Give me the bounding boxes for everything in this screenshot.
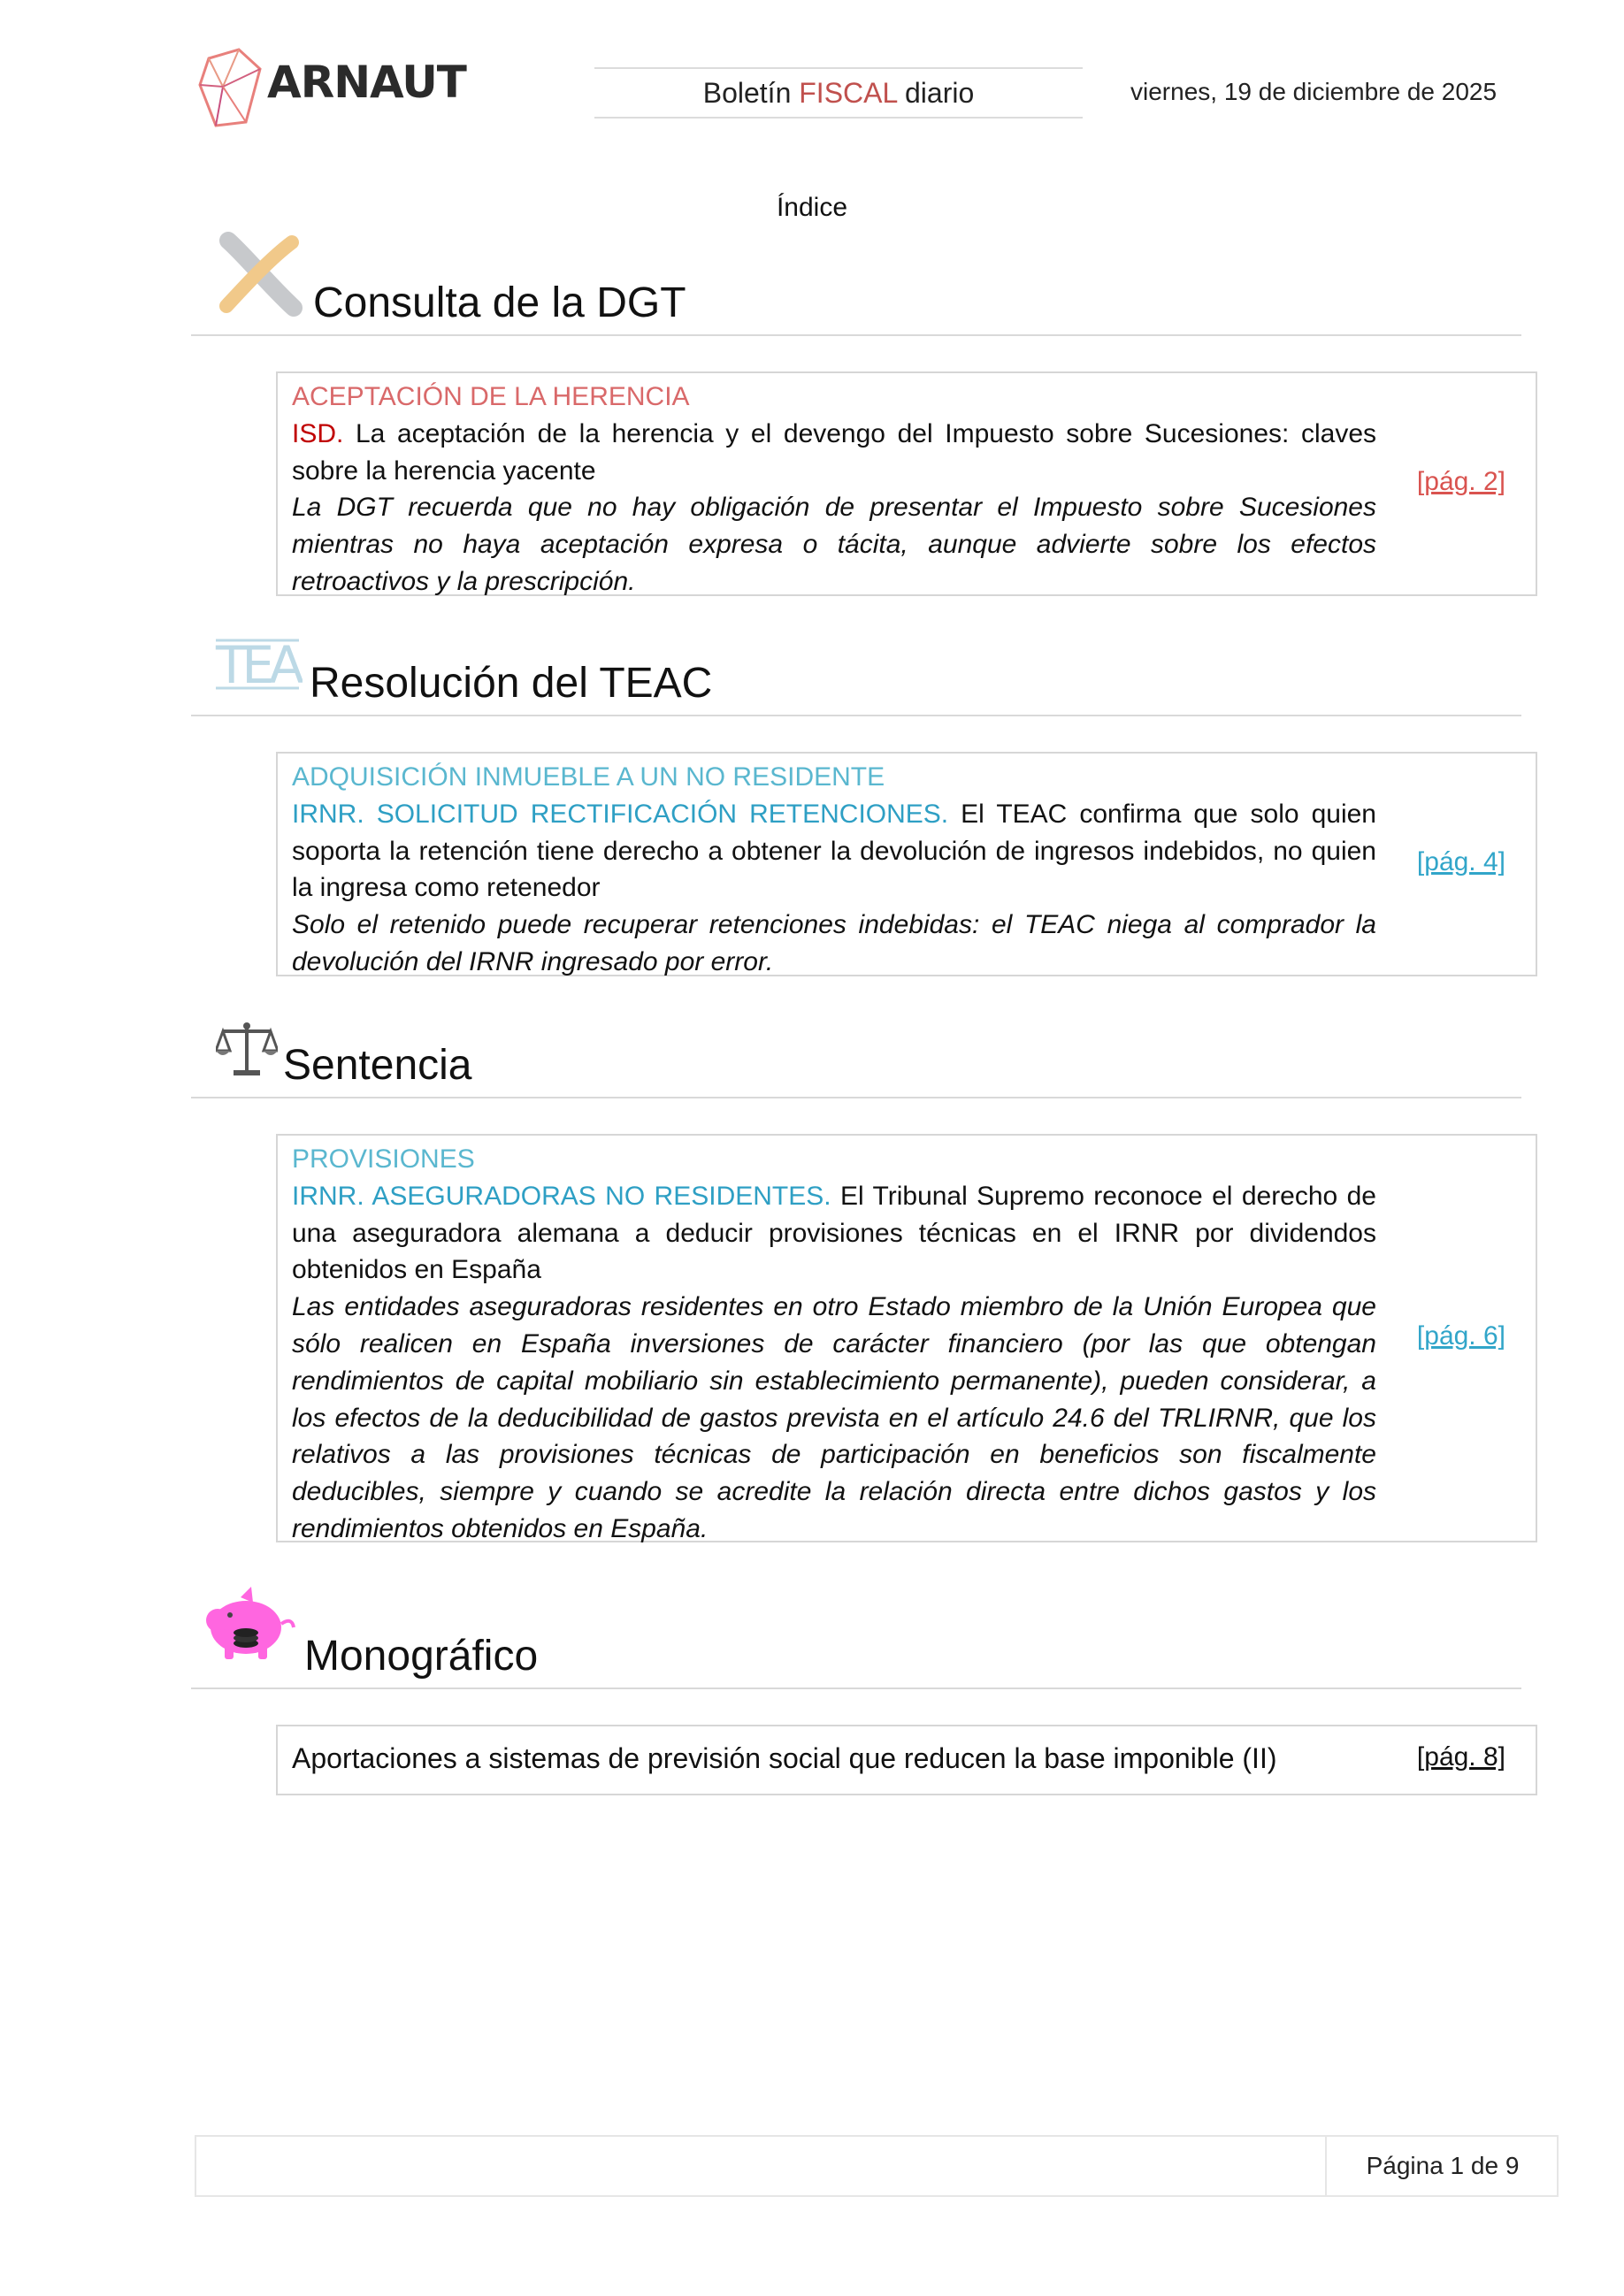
arnaut-logo xyxy=(196,44,466,133)
section-title-dgt: Consulta de la DGT xyxy=(313,279,686,326)
page-link-teac[interactable]: [pág. 4] xyxy=(1416,847,1505,876)
entry-headline-text: El TEAC confirma que solo quien soporta la retención tiene derecho a obtener la devolución de ingresos indebidos, no quien la ingresa como retenedor xyxy=(292,799,1376,903)
section-title-monografico: Monográfico xyxy=(304,1633,539,1680)
entry-category: ACEPTACIÓN DE LA HERENCIA xyxy=(292,382,690,411)
entry-summary: La DGT recuerda que no hay obligación de presentar el Impuesto sobre Sucesiones mientras no haya aceptación expresa o tácita, aunque advierte sobre los efectos retroactivos y la prescripción. xyxy=(292,493,1376,596)
entry-headline-label: ISD. xyxy=(292,418,344,448)
monografico-title: Aportaciones a sistemas de previsión social que reducen la base imponible (II) xyxy=(292,1742,1277,1774)
publication-date: viernes, 19 de diciembre de 2025 xyxy=(1130,78,1498,105)
entry-headline xyxy=(292,1182,1376,1285)
entry-teac xyxy=(276,752,1537,976)
page-link-sentencia[interactable]: [pág. 6] xyxy=(1416,1321,1505,1351)
section-dgt-heading xyxy=(191,228,1521,336)
entry-sentencia-body xyxy=(292,1141,1376,1548)
entry-dgt-body xyxy=(292,379,1376,601)
entry-category: PROVISIONES xyxy=(292,1144,475,1174)
entry-headline-label: IRNR. ASEGURADORAS NO RESIDENTES. xyxy=(292,1181,831,1211)
page-link-monografico[interactable]: [pág. 8] xyxy=(1416,1742,1505,1772)
section-title-sentencia: Sentencia xyxy=(283,1042,472,1089)
bulletin-suffix: diario xyxy=(897,77,975,109)
scales-of-justice-icon xyxy=(216,1019,278,1081)
teac-logo-icon xyxy=(214,633,303,695)
entry-headline-label: IRNR. SOLICITUD RECTIFICACIÓN RETENCIONES. xyxy=(292,799,949,829)
brand-name: ARNAUT xyxy=(267,57,466,108)
section-title-teac: Resolución del TEAC xyxy=(310,660,713,707)
bulletin-accent: FISCAL xyxy=(799,77,898,109)
piggy-bank-icon xyxy=(195,1585,301,1673)
svg-text:TEA: TEA xyxy=(216,635,299,695)
section-sentencia-heading xyxy=(191,991,1521,1098)
entry-sentencia xyxy=(276,1134,1537,1542)
entry-category: ADQUISICIÓN INMUEBLE A UN NO RESIDENTE xyxy=(292,762,885,792)
section-teac-heading xyxy=(191,608,1521,716)
bulletin-prefix: Boletín xyxy=(702,77,800,109)
agencia-tributaria-logo-icon xyxy=(212,232,310,320)
page-link-dgt[interactable]: [pág. 2] xyxy=(1416,467,1505,496)
entry-headline-text: El Tribunal Supremo reconoce el derecho de una aseguradora alemana a deducir provisiones técnicas en el IRNR por dividendos obtenidos en España xyxy=(292,1181,1376,1285)
entry-headline xyxy=(292,800,1376,903)
page-number: Página 1 de 9 xyxy=(1366,2152,1520,2179)
arnaut-gem-icon xyxy=(196,44,267,133)
entry-summary: Solo el retenido puede recuperar retenciones indebidas: el TEAC niega al comprador la devolución del IRNR ingresado por error. xyxy=(292,910,1376,976)
bulletin-title xyxy=(594,67,1083,119)
entry-headline xyxy=(292,419,1376,486)
page-footer xyxy=(195,2135,1559,2197)
index-title: Índice xyxy=(776,193,848,222)
section-monografico-heading xyxy=(191,1581,1521,1689)
entry-monografico xyxy=(276,1725,1537,1795)
entry-summary: Las entidades aseguradoras residentes en otro Estado miembro de la Unión Europea que sólo realicen en España inversiones de carácter financiero (por las que obtengan rendimientos de capital mobiliario sin establecimiento permanente), pueden considerar, a los efectos de la deducibilidad de gastos prevista en el artículo 24.6 del TRLIRNR, que los relativos a las provisiones técnicas de participación en beneficios son fiscalmente deducibles, siempre y cuando se acredite la relación directa entre dichos gastos y los rendimientos obtenidos en España. xyxy=(292,1292,1376,1543)
entry-dgt xyxy=(276,371,1537,596)
entry-headline-text: La aceptación de la herencia y el devengo del Impuesto sobre Sucesiones: claves sobre la herencia yacente xyxy=(292,418,1376,486)
entry-teac-body xyxy=(292,759,1376,981)
